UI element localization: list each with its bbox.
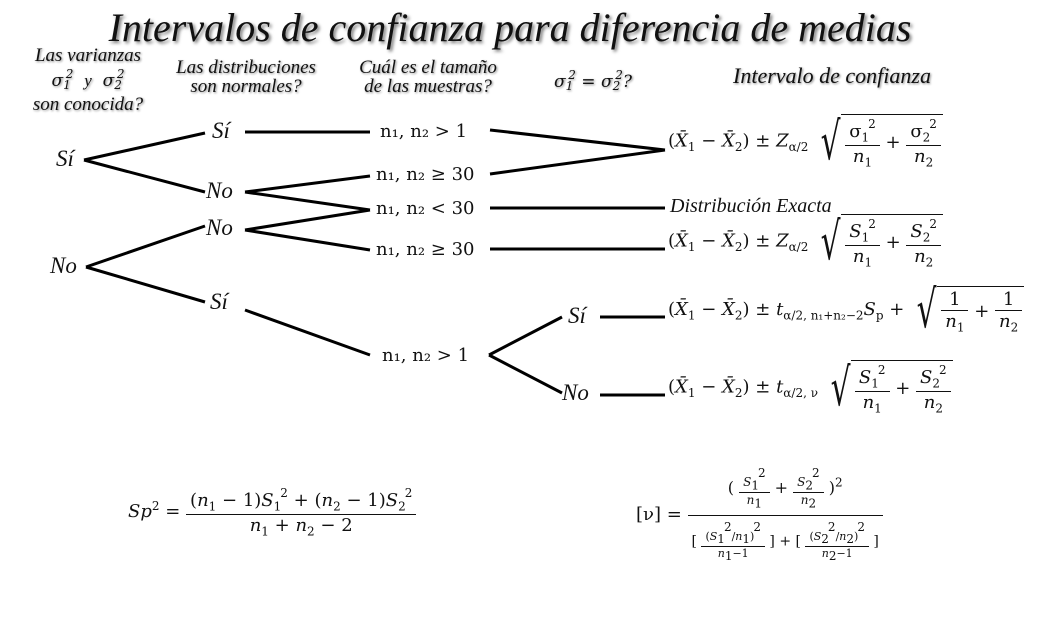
header-variances-line3: son conocida? bbox=[32, 94, 144, 115]
formula-z-large-samples: ($X̄_1$ − $X̄_2) \pm Z_{\alpha/2}$ √ $\frac{S_1^2}{n_1}$ + $\frac{S_2^2}{n_2}$ bbox=[668, 214, 943, 269]
node-normal-no: No bbox=[206, 178, 233, 203]
node-equal-var-no: No bbox=[562, 380, 589, 405]
sample-size-label: n₁, n₂ < 30 bbox=[376, 198, 475, 219]
sample-size-label: n₁, n₂ > 1 bbox=[382, 345, 470, 366]
result-exact-distribution: Distribución Exacta bbox=[670, 195, 832, 217]
formula-z-known-variances: ($X̄_1$ − $X̄_2) \pm Z_{\alpha/2}$ √ $\frac{\sigma_1^2}{n_1}$ + $\frac{\sigma_2^2}{n_2}$ bbox=[668, 114, 943, 169]
node-normal-yes-2: Sí bbox=[210, 289, 228, 314]
sample-size-label: n₁, n₂ ≥ 30 bbox=[376, 239, 475, 260]
formula-t-pooled: ($X̄_1$ − $X̄_2) \pm t_{\alpha/2, n_1+n_2-2}S_p$ + √ $\frac{1}{n_1}$ + $\frac{1}{n_2}$ bbox=[668, 285, 1024, 335]
sample-size-label: n₁, n₂ > 1 bbox=[380, 121, 468, 142]
formula-degrees-of-freedom: [ν] = ( $\frac{S12}{n1}$ + $\frac{S22}{n2}$ )$^2$ [ $\frac{(S12/n1)2}{n1-1}$ ] + [ $\frac{(S22/n2)2}{n2-1}$ ] bbox=[636, 466, 883, 563]
node-normal-yes: Sí bbox=[212, 118, 230, 143]
node-equal-var-yes: Sí bbox=[568, 303, 586, 328]
node-variances-known-yes: Sí bbox=[56, 146, 74, 171]
header-sample-size: Cuál es el tamaño de las muestras? bbox=[359, 57, 497, 97]
header-variances-known: Las varianzas $\sigma_1^2$ y $\sigma_2^2$ son conocida? bbox=[18, 46, 158, 114]
header-variances-line1: Las varianzas bbox=[34, 45, 142, 66]
header-equal-variances: $\sigma_1^2 = \sigma_2^2$? bbox=[554, 68, 632, 93]
node-normal-no-2: No bbox=[206, 215, 233, 240]
sample-size-label: n₁, n₂ ≥ 30 bbox=[376, 164, 475, 185]
header-normal-distribution: Las distribuciones son normales? bbox=[176, 57, 316, 97]
header-confidence-interval: Intervalo de confianza bbox=[733, 63, 931, 88]
page-title: Intervalos de confianza para diferencia de medias bbox=[108, 5, 912, 50]
formula-pooled-variance: $Sp^2$ = $\frac{(n_1 - 1)S_1^2 + (n_2 - 1)S_2^2}{n_1 + n_2 - 2}$ bbox=[128, 486, 416, 538]
node-variances-known-no: No bbox=[50, 253, 77, 278]
formula-t-welch: ($X̄_1$ − $X̄_2) \pm t_{\alpha/2, \nu}$ √ $\frac{S_1^2}{n_1}$ + $\frac{S_2^2}{n_2}$ bbox=[668, 360, 953, 415]
